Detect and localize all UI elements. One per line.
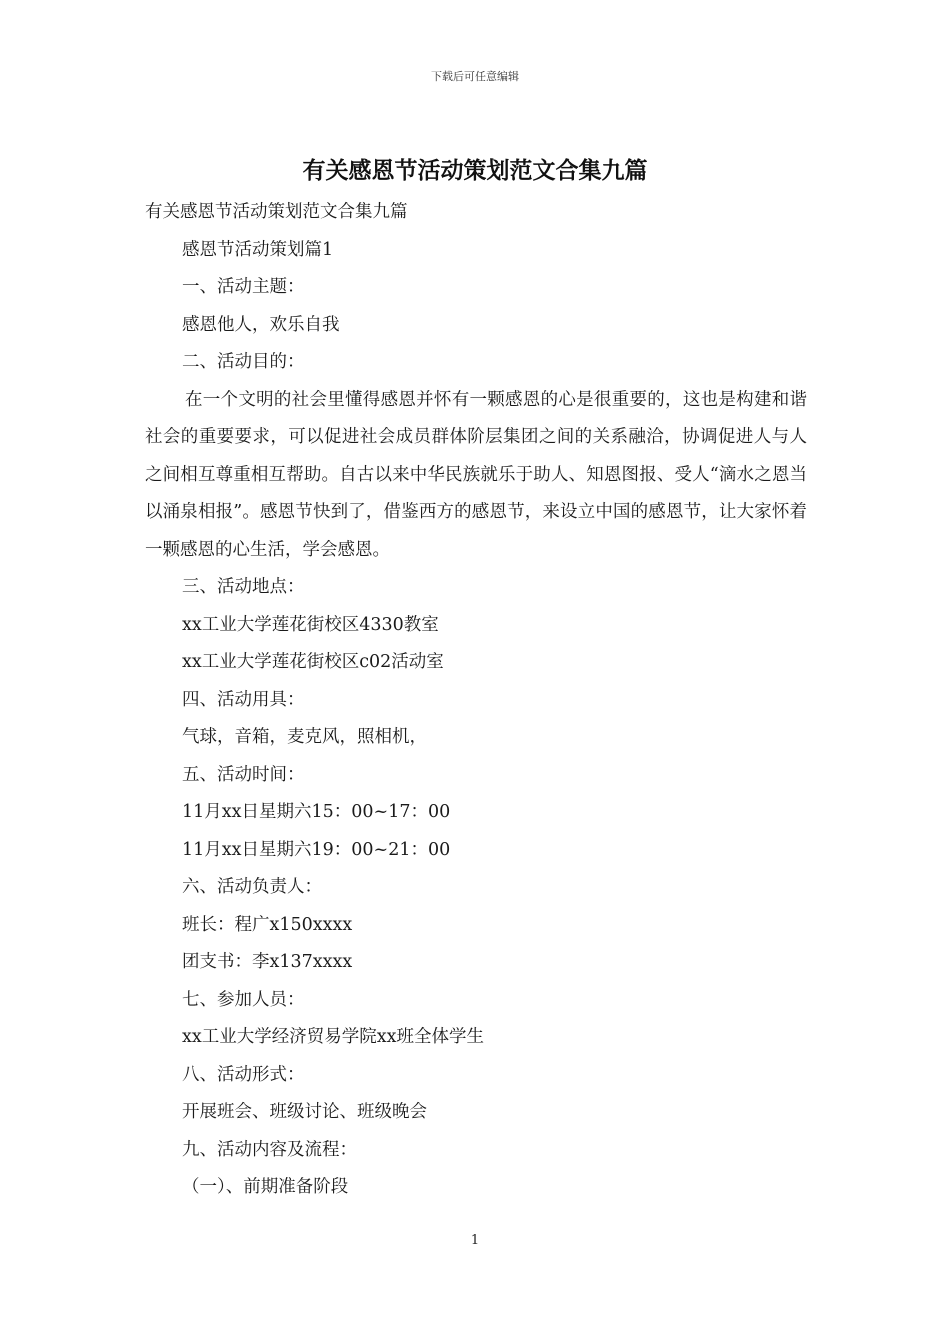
time-item: 11月xx日星期六19：00~21：00 <box>182 839 451 860</box>
purpose-paragraph: 在一个文明的社会里懂得感恩并怀有一颗感恩的心是很重要的，这也是构建和谐社会的重要要求，可以促进社会成员群体阶层集团之间的关系融洽，协调促进人与人之间相互尊重相互帮助。自古以来中华民族就乐于助人、知恩图报、受人“滴水之恩当以涌泉相报”。感恩节快到了，借鉴西方的感恩节，来设立中国的感恩节，让大家怀着一颗感恩的心生活，学会感恩。 <box>145 389 807 560</box>
time-item: 11月xx日星期六15：00~17：00 <box>182 802 451 822</box>
theme-heading: 一、活动主题： <box>182 277 305 297</box>
section-heading: 感恩节活动策划篇1 <box>182 239 334 260</box>
format-heading: 八、活动形式： <box>182 1064 305 1085</box>
equipment-heading: 四、活动用具： <box>182 689 305 710</box>
leader-item: 团支书：李x137xxxx <box>182 952 353 972</box>
page-number: 1 <box>470 1233 480 1248</box>
participants-text: xx工业大学经济贸易学院xx班全体学生 <box>182 1027 484 1047</box>
format-text: 开展班会、班级讨论、班级晚会 <box>182 1102 427 1122</box>
process-stage: （一）、前期准备阶段 <box>182 1177 349 1197</box>
process-heading: 九、活动内容及流程： <box>182 1139 357 1160</box>
document-title: 有关感恩节活动策划范文合集九篇 <box>302 157 648 184</box>
time-heading: 五、活动时间： <box>182 764 305 785</box>
leader-item: 班长：程广x150xxxx <box>182 914 353 935</box>
participants-heading: 七、参加人员： <box>182 989 305 1010</box>
location-item: xx工业大学莲花街校区c02活动室 <box>182 652 444 672</box>
page-header-note: 下载后可任意编辑 <box>431 70 519 83</box>
document-subtitle: 有关感恩节活动策划范文合集九篇 <box>145 202 408 222</box>
location-item: xx工业大学莲花街校区4330教室 <box>182 614 439 635</box>
equipment-text: 气球，音箱，麦克风，照相机， <box>182 727 427 747</box>
location-heading: 三、活动地点： <box>182 577 305 597</box>
theme-text: 感恩他人，欢乐自我 <box>182 314 340 335</box>
document-body <box>145 194 807 1207</box>
leader-heading: 六、活动负责人： <box>182 877 322 897</box>
purpose-heading: 二、活动目的： <box>182 352 305 372</box>
